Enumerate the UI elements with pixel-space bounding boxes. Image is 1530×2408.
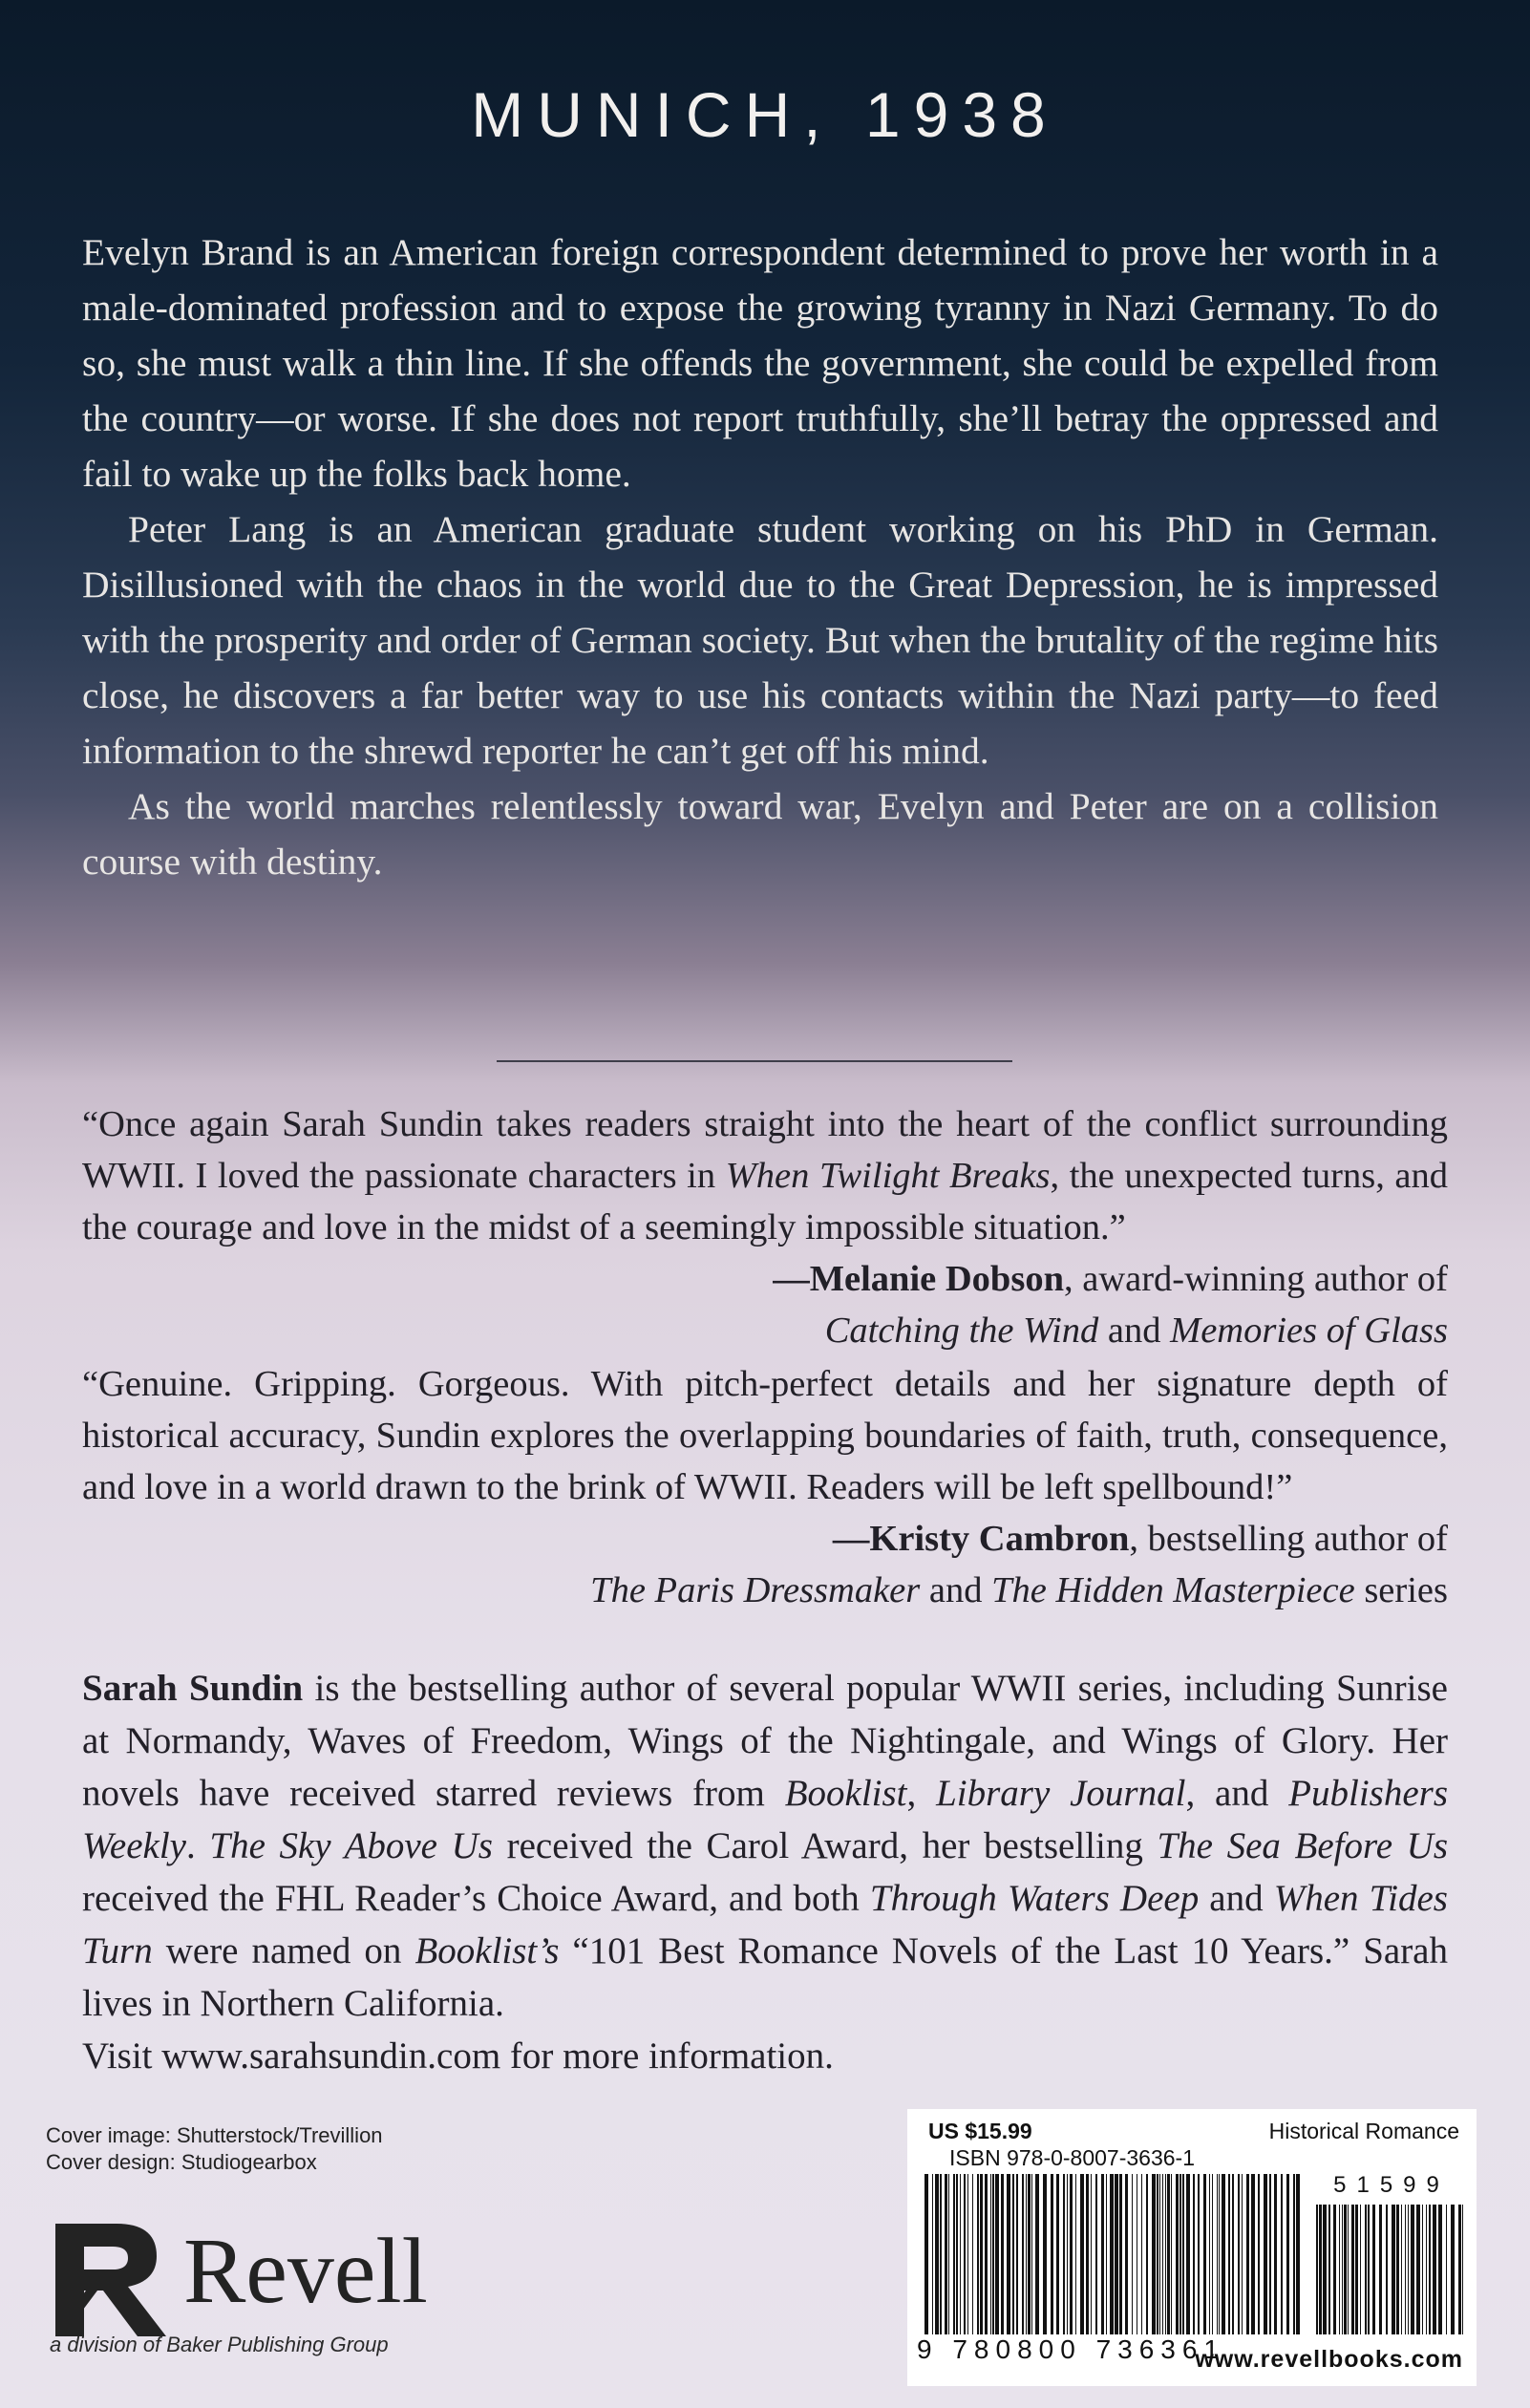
endorsement-author: —Kristy Cambron, bestselling author of: [832, 1519, 1448, 1559]
barcode-bar: [1080, 2174, 1084, 2334]
synopsis-paragraph: As the world marches relentlessly toward war, Evelyn and Peter are on a collision course with destiny.: [82, 785, 1438, 883]
barcode-bar: [1179, 2174, 1181, 2334]
publisher-tagline: a division of Baker Publishing Group: [50, 2333, 389, 2356]
barcode-bar: [1416, 2205, 1420, 2334]
publisher-name: Revell: [183, 2220, 428, 2323]
barcode-bar: [1026, 2174, 1027, 2334]
barcode-bar: [1016, 2174, 1018, 2334]
barcode-bar: [1281, 2174, 1283, 2334]
barcode-bar: [1031, 2174, 1032, 2334]
addon-digits: 51599: [1333, 2172, 1450, 2198]
barcode-bar: [1167, 2174, 1170, 2334]
barcode-bar: [1446, 2205, 1447, 2334]
barcode-bar: [1146, 2174, 1148, 2334]
barcode-bar: [1251, 2174, 1255, 2334]
endorsement: [82, 1098, 1448, 1356]
barcode-bar: [1001, 2174, 1004, 2334]
barcode-bar: [1186, 2174, 1190, 2334]
barcode-bar: [1339, 2205, 1340, 2334]
barcode-bar: [1458, 2205, 1461, 2334]
barcode-bar: [1296, 2174, 1300, 2334]
barcode-bar: [1365, 2205, 1367, 2334]
bio-visit: Visit www.sarahsundin.com for more information.: [82, 2035, 834, 2077]
barcode-bar: [956, 2174, 958, 2334]
barcode-icon: [921, 2174, 1303, 2334]
barcode-addon-icon: [1312, 2205, 1469, 2334]
barcode-bar: [995, 2174, 999, 2334]
endorsement-books: The Paris Dressmaker and The Hidden Masterpiece series: [590, 1570, 1448, 1610]
barcode-bar: [1028, 2174, 1031, 2334]
barcode-bar: [980, 2174, 983, 2334]
barcode-bar: [1101, 2174, 1104, 2334]
barcode-bar: [1368, 2205, 1370, 2334]
barcode-bar: [1067, 2174, 1068, 2334]
heading: MUNICH, 1938: [471, 79, 1059, 150]
barcode-bar: [948, 2174, 949, 2334]
author-name: Sarah Sundin: [82, 1668, 304, 1709]
barcode-bar: [1157, 2174, 1158, 2334]
barcode-bar: [992, 2174, 994, 2334]
barcode-bar: [1171, 2174, 1172, 2334]
barcode-bar: [1043, 2174, 1047, 2334]
barcode-bar: [1217, 2174, 1218, 2334]
barcode-bar: [1386, 2205, 1388, 2334]
barcode-bar: [1115, 2174, 1118, 2334]
barcode-bar: [1012, 2174, 1014, 2334]
barcode-bar: [1433, 2205, 1436, 2334]
barcode-bar: [1351, 2205, 1354, 2334]
synopsis: [82, 224, 1438, 889]
barcode-bar: [1228, 2174, 1230, 2334]
barcode-bar: [1075, 2174, 1076, 2334]
barcode-bar: [1264, 2174, 1267, 2334]
synopsis-paragraph: Evelyn Brand is an American foreign correspondent determined to prove her worth in a male-dominated profession and to expose the growing tyranny in Nazi Germany. To do so, she must walk a thin line. If she offends the government, she could be expelled from the country—or worse. If she does not report truthfully, she’ll betray the oppressed and fail to wake up the folks back home.: [82, 231, 1438, 495]
barcode-bar: [1007, 2174, 1010, 2334]
barcode-bar: [1159, 2174, 1160, 2334]
barcode-bar: [1422, 2205, 1423, 2334]
barcode-bar: [1119, 2174, 1122, 2334]
barcode-bar: [1222, 2174, 1225, 2334]
barcode-bar: [1348, 2205, 1349, 2334]
barcode-bar: [1165, 2174, 1166, 2334]
barcode-bar: [1411, 2205, 1414, 2334]
barcode-bar: [1091, 2174, 1092, 2334]
barcode-bar: [1286, 2174, 1289, 2334]
publisher-website: www.revellbooks.com: [1195, 2346, 1463, 2373]
barcode-bar: [1056, 2174, 1059, 2334]
divider: [497, 1060, 1012, 1062]
barcode-bar: [1328, 2205, 1330, 2334]
barcode-bar: [1203, 2174, 1206, 2334]
barcode-bar: [935, 2174, 939, 2334]
barcode-bar: [1051, 2174, 1053, 2334]
barcode-bar: [1198, 2174, 1200, 2334]
barcode-bar: [1274, 2174, 1277, 2334]
barcode-bar: [967, 2174, 968, 2334]
barcode-bar: [1360, 2205, 1361, 2334]
barcode-bar: [1342, 2205, 1343, 2334]
barcode-bar: [964, 2174, 966, 2334]
barcode-bar: [977, 2174, 979, 2334]
barcode-bar: [1212, 2174, 1213, 2334]
barcode-bar: [1401, 2205, 1402, 2334]
barcode-bar: [1209, 2174, 1210, 2334]
barcode-bar: [1405, 2205, 1406, 2334]
barcode-bar: [932, 2174, 933, 2334]
barcode-bar: [1396, 2205, 1399, 2334]
barcode-bar: [1070, 2174, 1073, 2334]
genre-category: Historical Romance: [1268, 2119, 1459, 2143]
barcode-bar: [1219, 2174, 1220, 2334]
barcode-bar: [1141, 2174, 1142, 2334]
barcode-bar: [1392, 2205, 1395, 2334]
barcode-bar: [960, 2174, 961, 2334]
barcode-bar: [1451, 2205, 1455, 2334]
barcode-bar: [1176, 2174, 1179, 2334]
barcode-panel: [907, 2109, 1477, 2386]
barcode-bar: [1316, 2205, 1318, 2334]
barcode-bar: [1152, 2174, 1156, 2334]
barcode-bar: [990, 2174, 991, 2334]
barcode-bar: [1429, 2205, 1431, 2334]
revell-logo-icon: [50, 2218, 170, 2342]
barcode-bar: [1162, 2174, 1163, 2334]
endorsement: [82, 1358, 1448, 1616]
barcode-bar: [1242, 2174, 1243, 2334]
barcode-bar: [1319, 2205, 1322, 2334]
barcode-digits: 9 780800 736361: [917, 2334, 1225, 2364]
barcode-bar: [1426, 2205, 1427, 2334]
barcode-bar: [1462, 2205, 1463, 2334]
barcode-bar: [953, 2174, 955, 2334]
cover-design-credit: Cover design: Studiogearbox: [46, 2150, 317, 2174]
barcode-bar: [1372, 2205, 1375, 2334]
barcode-bar: [1232, 2174, 1234, 2334]
barcode-bar: [1035, 2174, 1039, 2334]
barcode-bar: [1344, 2205, 1347, 2334]
barcode-bar: [1408, 2205, 1409, 2334]
author-bio: [82, 1662, 1448, 2082]
barcode-bar: [1193, 2174, 1195, 2334]
barcode-bar: [924, 2174, 928, 2334]
barcode-bar: [1246, 2174, 1249, 2334]
isbn: ISBN 978-0-8007-3636-1: [949, 2145, 1195, 2170]
barcode-bar: [1293, 2174, 1295, 2334]
barcode-bar: [1323, 2205, 1327, 2334]
barcode-bar: [1086, 2174, 1089, 2334]
barcode-bar: [1095, 2174, 1097, 2334]
barcode-bar: [1333, 2205, 1336, 2334]
barcode-bar: [972, 2174, 973, 2334]
barcode-bar: [1063, 2174, 1065, 2334]
barcode-bar: [1438, 2205, 1442, 2334]
barcode-bar: [1110, 2174, 1114, 2334]
barcode-bar: [945, 2174, 947, 2334]
barcode-bar: [940, 2174, 942, 2334]
barcode-bar: [1238, 2174, 1240, 2334]
endorsement-quote: “Genuine. Gripping. Gorgeous. With pitch-perfect details and her signature depth of historical accuracy, Sundin explores the overlapping boundaries of faith, truth, consequence, and love in a world drawn to the brink of WWII. Readers will be left spellbound!”: [82, 1364, 1448, 1507]
barcode-bar: [1379, 2205, 1382, 2334]
cover-image-credit: Cover image: Shutterstock/Trevillion: [46, 2123, 383, 2147]
barcode-bar: [1022, 2174, 1024, 2334]
barcode-bar: [1355, 2205, 1358, 2334]
barcode-bar: [1269, 2174, 1271, 2334]
barcode-bar: [1182, 2174, 1184, 2334]
barcode-bar: [1258, 2174, 1260, 2334]
bio-paragraph: Sarah Sundin is the bestselling author of several popular WWII series, including Sunrise at Normandy, Waves of Freedom, Wings of the Nightingale, and Wings of Glory. Her novels have received starred reviews from Booklist, Library Journal, and Publishers Weekly. The Sky Above Us received the Carol Award, her bestselling The Sea Before Us received the FHL Reader’s Choice Award, and both Through Waters Deep and When Tides Turn were named on Booklist’s “101 Best Romance Novels of the Last 10 Years.” Sarah lives in Northern California.: [82, 1668, 1449, 2024]
endorsement-books: Catching the Wind and Memories of Glass: [824, 1311, 1448, 1351]
book-title: When Twilight Breaks: [725, 1156, 1051, 1196]
cover-credits: [46, 2122, 383, 2176]
barcode-bar: [1125, 2174, 1128, 2334]
price: US $15.99: [928, 2119, 1032, 2143]
barcode-bar: [1106, 2174, 1107, 2334]
barcode-bar: [985, 2174, 988, 2334]
endorsement-quote: “Once again Sarah Sundin takes readers straight into the heart of the conflict surrounding WWII. I loved the passionate characters in When Twilight Breaks, the unexpected turns, and the courage and love in the midst of a seemingly impossible situation.”: [82, 1104, 1448, 1247]
endorsement-author: —Melanie Dobson, award-winning author of: [773, 1259, 1448, 1299]
synopsis-paragraph: Peter Lang is an American graduate student working on his PhD in German. Disillusioned with the chaos in the world due to the Great Depression, he is impressed with the prosperity and order of German society. But when the brutality of the regime hits close, he discovers a far better way to use his contacts within the Nazi party—to feed information to the shrewd reporter he can’t get off his mind.: [82, 508, 1438, 772]
barcode-bar: [1132, 2174, 1133, 2334]
